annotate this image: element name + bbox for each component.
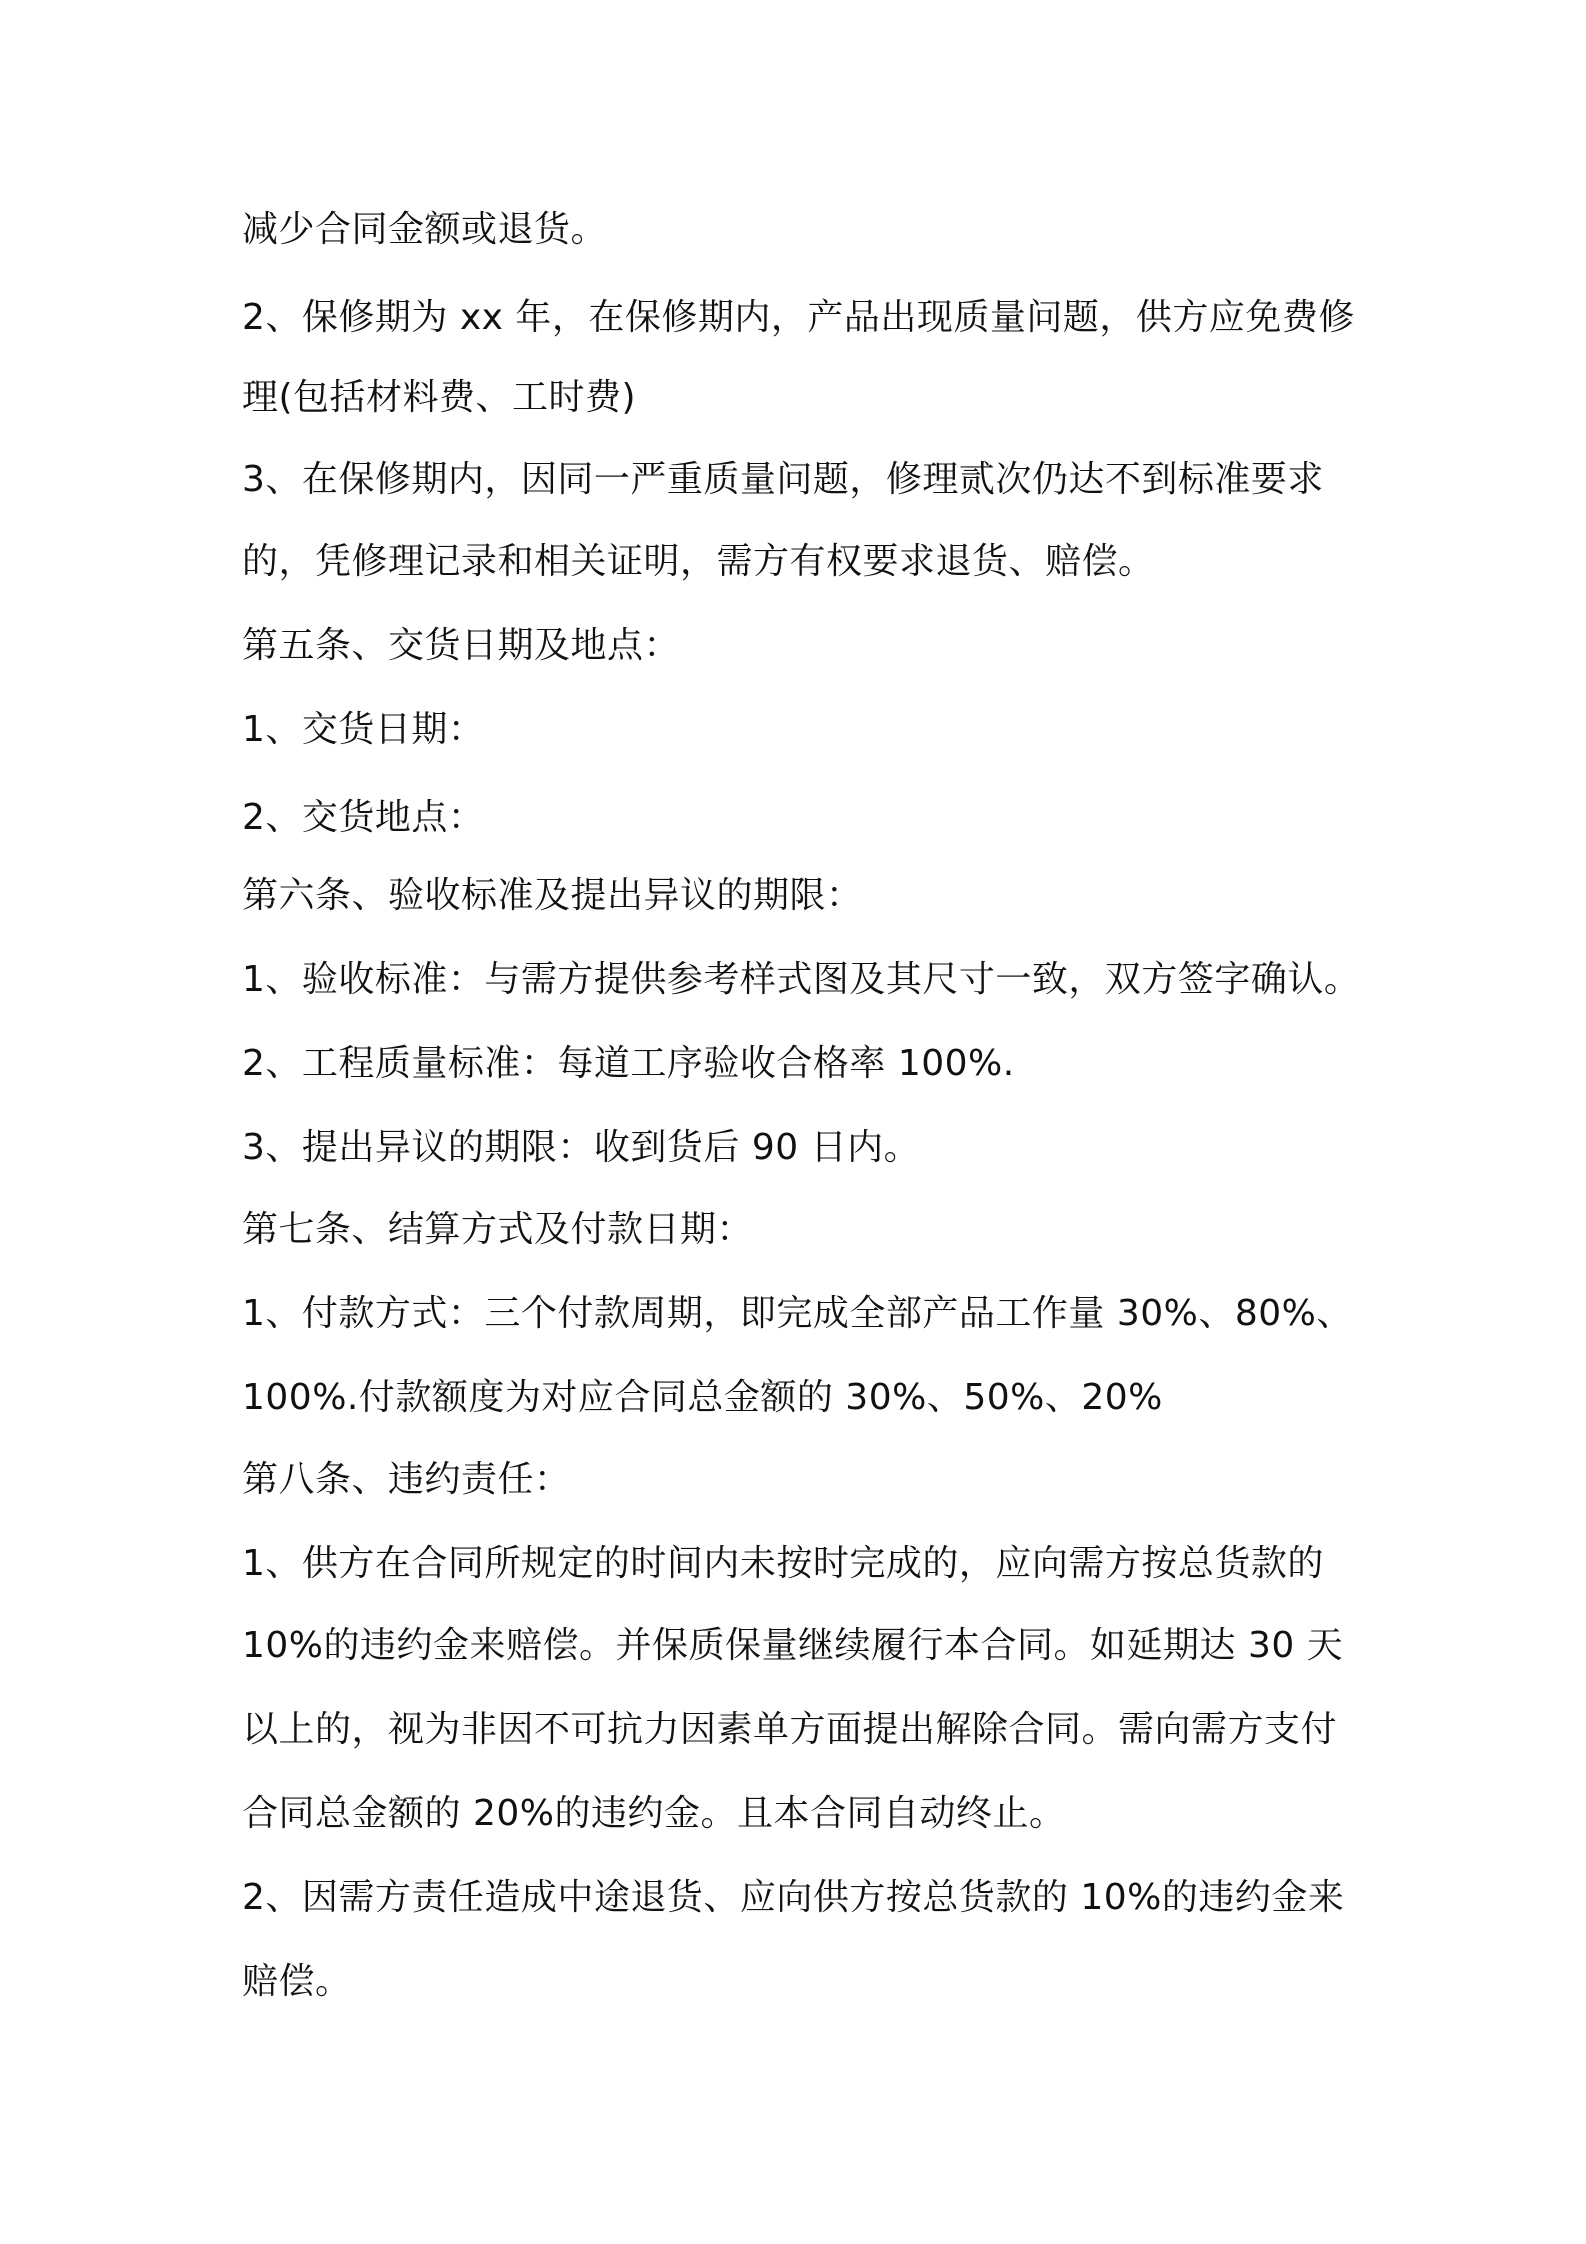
section-heading: 第六条、验收标准及提出异议的期限： (242, 875, 863, 916)
text-line: 2、工程质量标准：每道工序验收合格率 100%. (242, 1043, 1015, 1084)
text-line: 3、提出异议的期限：收到货后 90 日内。 (242, 1127, 921, 1168)
text-line: 赔偿。 (242, 1961, 352, 2002)
text-line: 100%.付款额度为对应合同总金额的 30%、50%、20% (242, 1377, 1163, 1418)
text-line: 1、交货日期： (242, 709, 485, 750)
section-heading: 第七条、结算方式及付款日期： (242, 1209, 754, 1250)
text-line: 的，凭修理记录和相关证明，需方有权要求退货、赔偿。 (242, 541, 1155, 582)
text-line: 2、因需方责任造成中途退货、应向供方按总货款的 10%的违约金来 (242, 1877, 1345, 1918)
text-line: 1、付款方式：三个付款周期，即完成全部产品工作量 30%、80%、 (242, 1293, 1353, 1334)
text-line: 理(包括材料费、工时费) (242, 377, 637, 418)
section-heading: 第八条、违约责任： (242, 1459, 571, 1500)
text-line: 2、保修期为 xx 年，在保修期内，产品出现质量问题，供方应免费修 (242, 297, 1355, 338)
text-line: 减少合同金额或退货。 (242, 209, 608, 250)
text-line: 10%的违约金来赔偿。并保质保量继续履行本合同。如延期达 30 天 (242, 1625, 1344, 1666)
text-line: 合同总金额的 20%的违约金。且本合同自动终止。 (242, 1793, 1066, 1834)
text-line: 2、交货地点： (242, 797, 485, 838)
text-line: 以上的，视为非因不可抗力因素单方面提出解除合同。需向需方支付 (242, 1709, 1338, 1750)
section-heading: 第五条、交货日期及地点： (242, 625, 681, 666)
text-line: 1、供方在合同所规定的时间内未按时完成的，应向需方按总货款的 (242, 1543, 1324, 1584)
text-line: 1、验收标准：与需方提供参考样式图及其尺寸一致，双方签字确认。 (242, 959, 1361, 1000)
text-line: 3、在保修期内，因同一严重质量问题，修理贰次仍达不到标准要求 (242, 459, 1324, 500)
